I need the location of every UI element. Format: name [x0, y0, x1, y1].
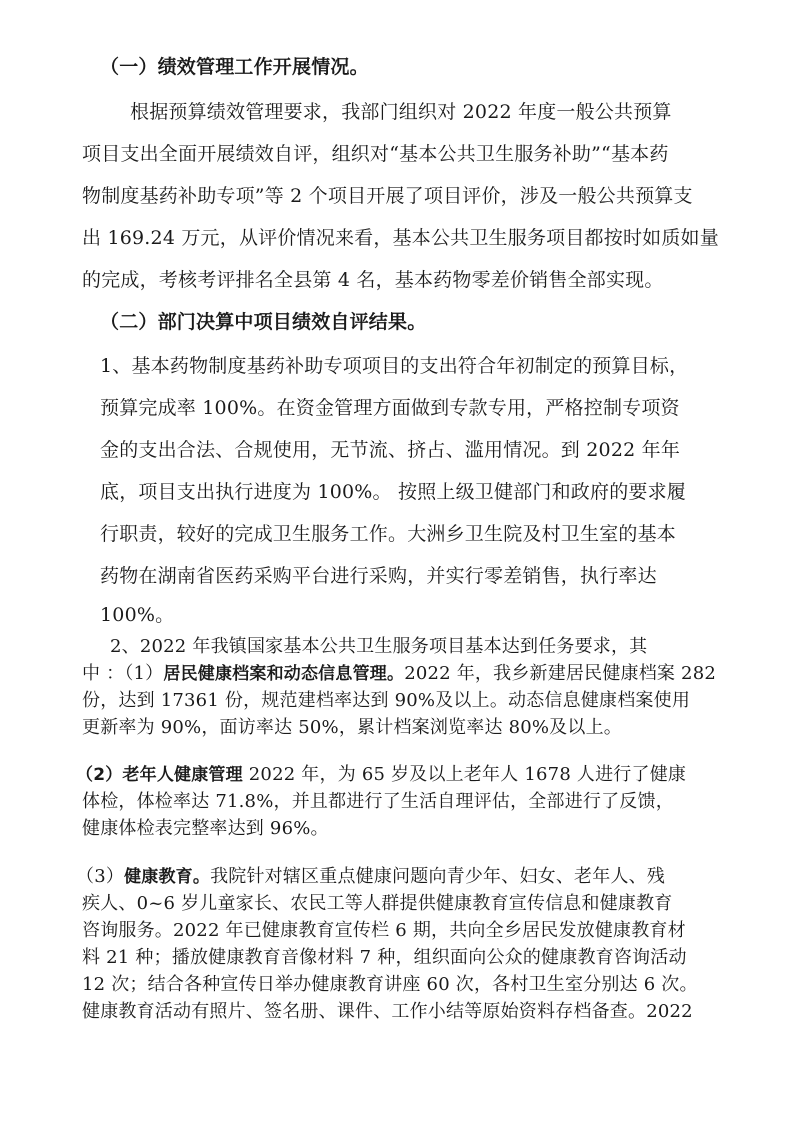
paragraph-line — [76, 866, 665, 888]
text-rest: 2022 年，为 65 岁及以上老年人 1678 人进行了健康 — [242, 764, 687, 785]
text-prefix: 中 ：（1） — [82, 663, 164, 684]
text-rest: 我院针对辖区重点健康问题向青少年、妇女、老年人、残 — [210, 866, 666, 887]
paragraph-line: 行职责，较好的完成卫生服务工作。大洲乡卫生院及村卫生室的基本 — [100, 523, 677, 545]
paragraph-line: 预算完成率 100%。在资金管理方面做到专款专用，严格控制专项资 — [100, 397, 680, 419]
bold-subheading: 居民健康档案和动态信息管理。 — [163, 664, 405, 684]
paragraph-line: 100%。 — [100, 604, 175, 626]
paragraph-line: 健康教育活动有照片、签名册、课件、工作小结等原始资料存档备查。2022 — [82, 1001, 693, 1022]
paragraph-line: 2、2022 年我镇国家基本公共卫生服务项目基本达到任务要求，其 — [110, 636, 648, 657]
paragraph-line: 1、基本药物制度基药补助专项项目的支出符合年初制定的预算目标， — [100, 355, 689, 377]
paragraph-line: 12 次；结合各种宣传日举办健康教育讲座 60 次，各村卫生室分别达 6 次。 — [82, 974, 698, 995]
paragraph-line: 疾人、0~6 岁儿童家长、农民工等人群提供健康教育宣传信息和健康教育 — [82, 893, 673, 914]
paragraph-line — [82, 663, 716, 685]
paragraph-line: 物制度基药补助专项”等 2 个项目开展了项目评价，涉及一般公共预算支 — [82, 185, 693, 207]
paragraph-line: 的完成，考核考评排名全县第 4 名，基本药物零差价销售全部实现。 — [82, 269, 664, 291]
paragraph-line: 项目支出全面开展绩效自评，组织对“基本公共卫生服务补助”“基本药 — [82, 143, 669, 165]
paragraph-line: 份，达到 17361 份，规范建档率达到 90%及以上。动态信息健康档案使用 — [82, 690, 691, 711]
paragraph-line: 底，项目支出执行进度为 100%。 按照上级卫健部门和政府的要求履 — [100, 481, 686, 503]
paragraph-line: 健康体检表完整率达到 96%。 — [82, 818, 329, 839]
bold-subheading: 健康教育。 — [124, 867, 211, 887]
bold-subheading: （2）老年人健康管理 — [76, 765, 243, 785]
text-rest: 2022 年，我乡新建居民健康档案 282 — [404, 663, 716, 684]
text-prefix: （3） — [76, 866, 125, 887]
paragraph-line: 出 169.24 万元，从评价情况来看，基本公共卫生服务项目都按时如质如量 — [82, 227, 719, 249]
paragraph-line: 咨询服务。2022 年已健康教育宣传栏 6 期，共向全乡居民发放健康教育材 — [82, 920, 686, 941]
paragraph-line: 药物在湖南省医药采购平台进行采购，并实行零差销售，执行率达 — [100, 565, 657, 587]
paragraph-line: 料 21 种；播放健康教育音像材料 7 种，组织面向公众的健康教育咨询活动 — [82, 947, 687, 968]
paragraph-line: 体检，体检率达 71.8%，并且都进行了生活自理评估，全部进行了反馈， — [82, 791, 674, 812]
paragraph-line — [76, 764, 686, 786]
paragraph-line: 根据预算绩效管理要求，我部门组织对 2022 年度一般公共预算 — [130, 101, 672, 123]
paragraph-line: 金的支出合法、合规使用，无节流、挤占、滥用情况。到 2022 年年 — [100, 439, 681, 461]
section2-heading: （二）部门决算中项目绩效自评结果。 — [100, 311, 427, 333]
paragraph-line: 更新率为 90%，面访率达 50%，累计档案浏览率达 80%及以上。 — [82, 717, 622, 738]
section1-heading: （一）绩效管理工作开展情况。 — [100, 56, 369, 78]
